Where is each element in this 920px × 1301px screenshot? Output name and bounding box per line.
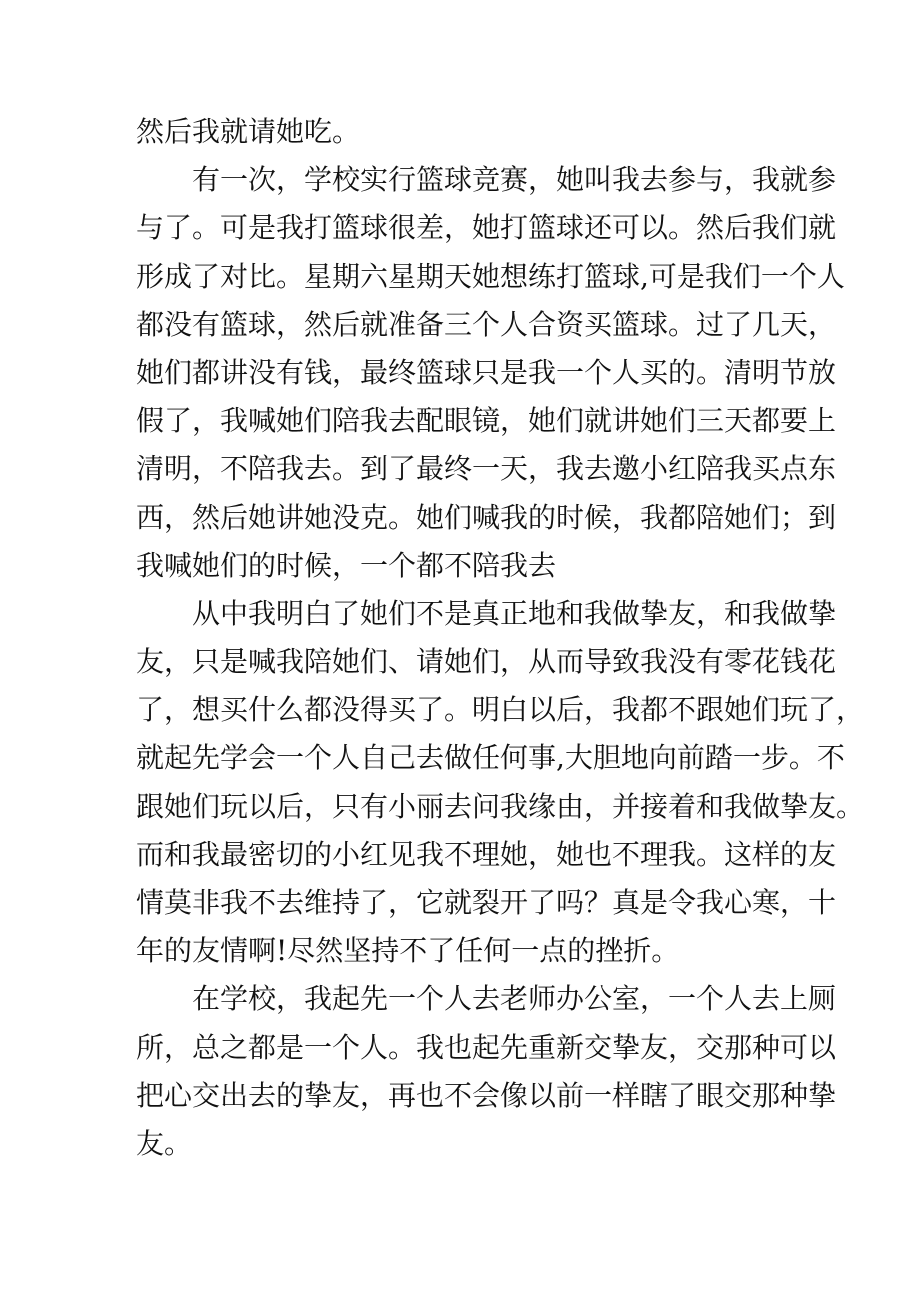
text-line: 把心交出去的挚友，再也不会像以前一样瞎了眼交那种挚	[136, 1078, 837, 1112]
text-line: 友。	[136, 1126, 193, 1160]
text-line: 情莫非我不去维持了，它就裂开了吗？真是令我心寒，十	[136, 886, 837, 919]
text-line: 从中我明白了她们不是真正地和我做挚友，和我做挚	[192, 596, 837, 630]
text-line: 了，想买什么都没得买了。明白以后，我都不跟她们玩了，	[136, 693, 865, 727]
text-line: 而和我最密切的小红见我不理她，她也不理我。这样的友	[136, 837, 837, 871]
text-line: 有一次，学校实行篮球竞赛，她叫我去参与，我就参	[192, 163, 837, 197]
text-line: 她们都讲没有钱，最终篮球只是我一个人买的。清明节放	[136, 355, 837, 389]
paragraph-4	[136, 975, 837, 1168]
text-line: 友，只是喊我陪她们、请她们，从而导致我没有零花钱花	[136, 645, 837, 679]
text-line: 都没有篮球，然后就准备三个人合资买篮球。过了几天，	[136, 307, 837, 341]
text-line: 就起先学会一个人自己去做任何事,大胆地向前踏一步。不	[136, 741, 845, 775]
paragraph-3	[136, 590, 865, 976]
paragraph-1	[136, 108, 808, 156]
text-line: 然后我就请她吃。	[136, 115, 361, 148]
paragraph-2	[136, 156, 845, 590]
text-line: 与了。可是我打篮球很差，她打篮球还可以。然后我们就	[136, 211, 837, 245]
text-line: 形成了对比。星期六星期天她想练打篮球,可是我们一个人	[136, 259, 845, 293]
text-line: 西，然后她讲她没克。她们喊我的时候，我都陪她们；到	[136, 500, 837, 534]
text-line: 年的友情啊!尽然坚持不了任何一点的挫折。	[136, 934, 680, 968]
text-line: 清明，不陪我去。到了最终一天，我去邀小红陪我买点东	[136, 452, 837, 486]
text-line: 在学校，我起先一个人去老师办公室，一个人去上厕	[192, 982, 837, 1016]
text-line: 所，总之都是一个人。我也起先重新交挚友，交那种可以	[136, 1030, 837, 1064]
text-line: 跟她们玩以后，只有小丽去问我缘由，并接着和我做挚友。	[136, 789, 865, 823]
document-body	[136, 108, 865, 1168]
text-line: 假了，我喊她们陪我去配眼镜，她们就讲她们三天都要上	[136, 404, 837, 438]
text-line: 我喊她们的时候，一个都不陪我去	[136, 548, 557, 582]
